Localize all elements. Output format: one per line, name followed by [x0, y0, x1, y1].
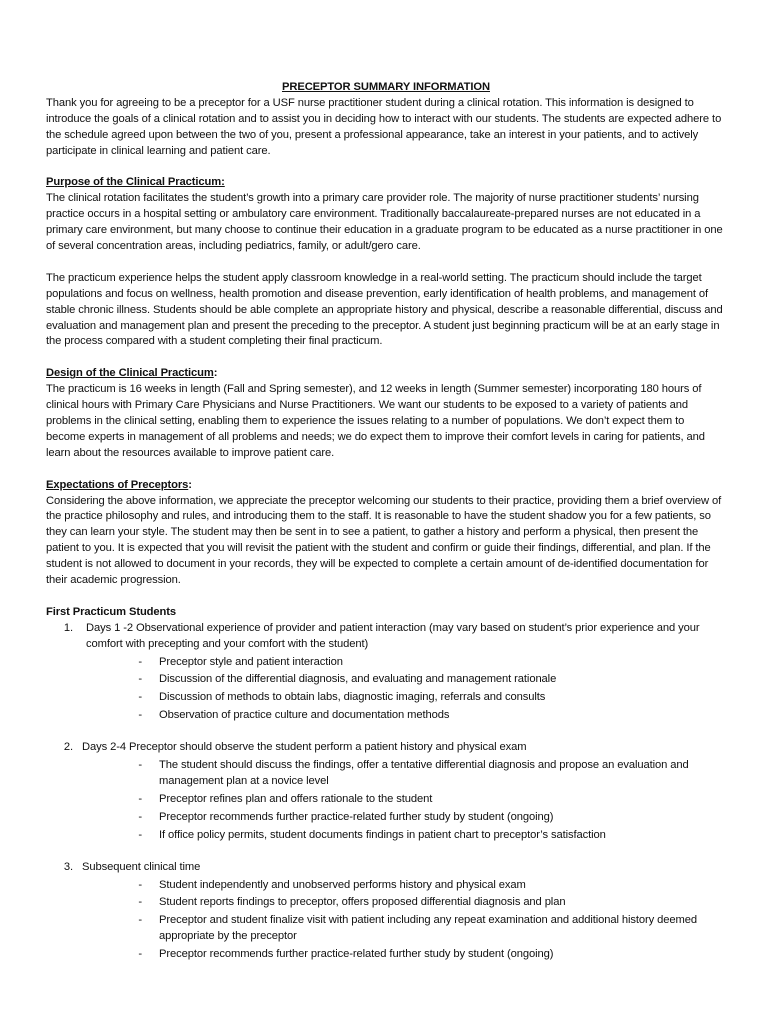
first-practicum-heading: First Practicum Students — [46, 605, 177, 618]
list-item: - Preceptor recommends further practice-related further study by student (ongoing) — [46, 810, 726, 826]
dash-marker: - — [138, 673, 142, 686]
step-text: Days 1 -2 Observational experience of provider and patient interaction (may vary based on student’s prior experience and your comfort with precepting and your comfort with the student) — [86, 621, 700, 650]
purpose-paragraph-2: The practicum experience helps the student apply classroom knowledge in a real-world setting. The practicum should include the target populations and focus on wellness, health promotion and disease prevention, early identification of health problems, and management of stable chronic illness. Students should be able complete an appropriate history and physical, describe a reasonable differential, discuss and evaluation and management plan and present the preceding to the preceptor. A student just beginning practicum will be at an early stage in the process compared with a student completing their final practicum. — [46, 271, 723, 348]
purpose-section-heading — [46, 175, 726, 191]
dash-marker: - — [138, 655, 142, 668]
design-section-heading — [46, 366, 726, 382]
step-bullet-list — [46, 878, 726, 964]
step-number: 2. — [63, 741, 73, 754]
expectations-section-heading — [46, 478, 726, 494]
dash-marker: - — [138, 792, 142, 805]
list-item: - Student independently and unobserved performs history and physical exam — [46, 878, 726, 894]
step-bullet-list — [46, 655, 726, 725]
step-text: Subsequent clinical time — [82, 860, 201, 873]
numbered-step — [46, 860, 726, 876]
dash-marker: - — [138, 828, 142, 841]
design-heading-colon: : — [213, 367, 218, 380]
list-item: - If office policy permits, student documents findings in patient chart to preceptor’s satisfaction — [46, 828, 726, 844]
document-page — [46, 80, 726, 965]
dash-marker: - — [138, 878, 142, 891]
step-number: 1. — [63, 621, 73, 634]
dash-marker: - — [138, 759, 142, 772]
step-bullet-list — [46, 758, 726, 844]
design-heading: Design of the Clinical Practicum — [46, 367, 214, 380]
list-item: - Observation of practice culture and documentation methods — [46, 708, 726, 724]
list-item: - Preceptor and student finalize visit with patient including any repeat examination and additional history deemed appropriate by the preceptor — [46, 913, 726, 945]
numbered-step — [46, 621, 726, 653]
list-item: - Preceptor recommends further practice-related further study by student (ongoing) — [46, 947, 726, 963]
list-item: - Preceptor style and patient interaction — [46, 655, 726, 671]
dash-marker: - — [138, 810, 142, 823]
expectations-heading-colon: : — [188, 478, 192, 491]
step-text: Days 2-4 Preceptor should observe the student perform a patient history and physical exam — [82, 741, 527, 754]
purpose-paragraph-1: The clinical rotation facilitates the student’s growth into a primary care provider role. The majority of nurse practitioner students’ nursing practice occurs in a hospital setting or ambulatory care environment. Traditionally baccalaureate-prepared nurses are not educated in a primary care environment, but many choose to continue their education in a graduate program to be educated as a nurse practitioner in one of several concentration areas, including pediatrics, family, or adult/gero care. — [46, 192, 723, 253]
page-title: PRECEPTOR SUMMARY INFORMATION — [281, 81, 490, 93]
list-item: - Discussion of methods to obtain labs, diagnostic imaging, referrals and consults — [46, 690, 726, 706]
design-paragraph: The practicum is 16 weeks in length (Fall and Spring semester), and 12 weeks in length (Summer semester) incorporating 180 hours of clinical hours with Primary Care Physicians and Nurse Practitioners. We want our students to be exposed to a variety of patients and problems in the clinical setting, enabling them to experience the issues relating to a number of populations. We don’t expect them to become experts in management of all problems and needs; we do expect them to improve their comfort levels in caring for patients, and learn about the resources available to improve patient care. — [46, 383, 705, 459]
dash-marker: - — [138, 896, 142, 909]
list-item: - The student should discuss the findings, offer a tentative differential diagnosis and propose an evaluation and management plan at a novice level — [46, 758, 726, 790]
list-item: - Discussion of the differential diagnosis, and evaluating and management rationale — [46, 672, 726, 688]
dash-marker: - — [138, 948, 142, 961]
intro-paragraph: Thank you for agreeing to be a preceptor for a USF nurse practitioner student during a clinical rotation. This information is designed to introduce the goals of a clinical rotation and to assist you in deciding how to interact with our students. The students are expected adhere to the schedule agreed upon between the two of you, present a professional appearance, take an interest in your patients, and to actively participate in clinical learning and patient care. — [46, 96, 722, 157]
dash-marker: - — [138, 914, 142, 927]
numbered-step — [46, 740, 726, 756]
list-item: - Student reports findings to preceptor, offers proposed differential diagnosis and plan — [46, 895, 726, 911]
step-number: 3. — [63, 860, 73, 873]
expectations-paragraph: Considering the above information, we appreciate the preceptor welcoming our students to their practice, providing them a brief overview of the practice philosophy and rules, and introducing them to the staff. It is reasonable to have the student shadow you for a few patients, so they can learn your style. The student may then be sent in to see a patient, to gather a history and perform a physical, then present the patient to you. It is expected that you will revisit the patient with the student and confirm or guide their findings, differential, and plan. If the student is not allowed to document in your records, they will be expected to complete a certain amount of de-identified documentation for their academic progression. — [46, 494, 722, 587]
list-item: - Preceptor refines plan and offers rationale to the student — [46, 792, 726, 808]
purpose-heading: Purpose of the Clinical Practicum: — [46, 176, 225, 189]
dash-marker: - — [138, 691, 142, 704]
expectations-heading: Expectations of Preceptors — [46, 478, 189, 491]
dash-marker: - — [138, 709, 142, 722]
